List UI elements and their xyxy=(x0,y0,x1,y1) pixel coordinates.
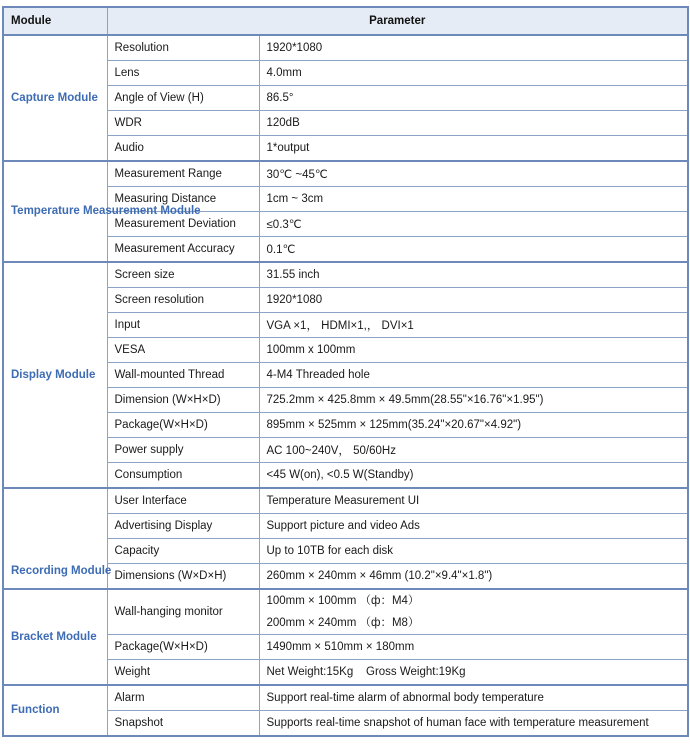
row-label: Input xyxy=(107,313,259,338)
row-label: Consumption xyxy=(107,463,259,489)
row-label: Dimension (W×H×D) xyxy=(107,388,259,413)
module-recording: Recording Module xyxy=(3,488,107,589)
module-display: Display Module xyxy=(3,262,107,488)
row-value: 4.0mm xyxy=(259,61,688,86)
row-value: Temperature Measurement UI xyxy=(259,488,688,514)
row-value: 1490mm × 510mm × 180mm xyxy=(259,635,688,660)
row-label: Wall-mounted Thread xyxy=(107,363,259,388)
row-label: Dimensions (W×D×H) xyxy=(107,564,259,590)
row-label: Resolution xyxy=(107,35,259,61)
table-row xyxy=(3,161,688,187)
module-temperature: Temperature Measurement Module xyxy=(3,161,107,262)
module-capture: Capture Module xyxy=(3,35,107,161)
row-label: Measurement Accuracy xyxy=(107,237,259,263)
row-value: VGA ×1， HDMI×1,， DVI×1 xyxy=(259,313,688,338)
row-value: ≤0.3℃ xyxy=(259,212,688,237)
row-label: Snapshot xyxy=(107,711,259,737)
row-value: 260mm × 240mm × 46mm (10.2"×9.4"×1.8") xyxy=(259,564,688,590)
row-value: Supports real-time snapshot of human face with temperature measurement xyxy=(259,711,688,737)
row-value: Support picture and video Ads xyxy=(259,514,688,539)
row-value: 725.2mm × 425.8mm × 49.5mm(28.55"×16.76"×1.95") xyxy=(259,388,688,413)
row-value: 31.55 inch xyxy=(259,262,688,288)
spec-table xyxy=(2,6,689,737)
row-label: VESA xyxy=(107,338,259,363)
row-label: Measurement Deviation xyxy=(107,212,259,237)
header-module: Module xyxy=(3,7,107,35)
row-label: Advertising Display xyxy=(107,514,259,539)
row-value: 0.1℃ xyxy=(259,237,688,263)
row-value: 30℃ ~45℃ xyxy=(259,161,688,187)
row-label: Screen size xyxy=(107,262,259,288)
row-value: 1*output xyxy=(259,136,688,162)
table-row xyxy=(3,262,688,288)
row-label: User Interface xyxy=(107,488,259,514)
row-value: 86.5° xyxy=(259,86,688,111)
row-label: Weight xyxy=(107,660,259,686)
row-label: Measuring Distance xyxy=(107,187,259,212)
row-value: AC 100~240V， 50/60Hz xyxy=(259,438,688,463)
module-bracket: Bracket Module xyxy=(3,589,107,685)
row-value xyxy=(259,589,688,635)
row-value: 1cm ~ 3cm xyxy=(259,187,688,212)
table-row xyxy=(3,589,688,635)
row-label: Wall-hanging monitor xyxy=(107,589,259,635)
row-value: 1920*1080 xyxy=(259,288,688,313)
row-label: Lens xyxy=(107,61,259,86)
row-value: 120dB xyxy=(259,111,688,136)
row-value: 1920*1080 xyxy=(259,35,688,61)
table-row xyxy=(3,488,688,514)
row-label: Audio xyxy=(107,136,259,162)
row-value-line-1: 100mm × 100mm （ф：M4） xyxy=(266,595,420,607)
table-row xyxy=(3,685,688,711)
row-value: Up to 10TB for each disk xyxy=(259,539,688,564)
table-header-row xyxy=(3,7,688,35)
row-label: Measurement Range xyxy=(107,161,259,187)
module-function: Function xyxy=(3,685,107,736)
row-label: Capacity xyxy=(107,539,259,564)
row-label: Angle of View (H) xyxy=(107,86,259,111)
row-value: 100mm x 100mm xyxy=(259,338,688,363)
table-row xyxy=(3,35,688,61)
row-value: Support real-time alarm of abnormal body temperature xyxy=(259,685,688,711)
row-value: Net Weight:15Kg Gross Weight:19Kg xyxy=(259,660,688,686)
row-value: 895mm × 525mm × 125mm(35.24"×20.67"×4.92") xyxy=(259,413,688,438)
row-label: Package(W×H×D) xyxy=(107,413,259,438)
row-label: Screen resolution xyxy=(107,288,259,313)
row-label: Alarm xyxy=(107,685,259,711)
row-label: Package(W×H×D) xyxy=(107,635,259,660)
row-value-line-2: 200mm × 240mm （ф：M8） xyxy=(266,617,420,629)
row-value: <45 W(on), <0.5 W(Standby) xyxy=(259,463,688,489)
header-parameter: Parameter xyxy=(107,7,688,35)
row-label: WDR xyxy=(107,111,259,136)
row-label: Power supply xyxy=(107,438,259,463)
row-value: 4-M4 Threaded hole xyxy=(259,363,688,388)
